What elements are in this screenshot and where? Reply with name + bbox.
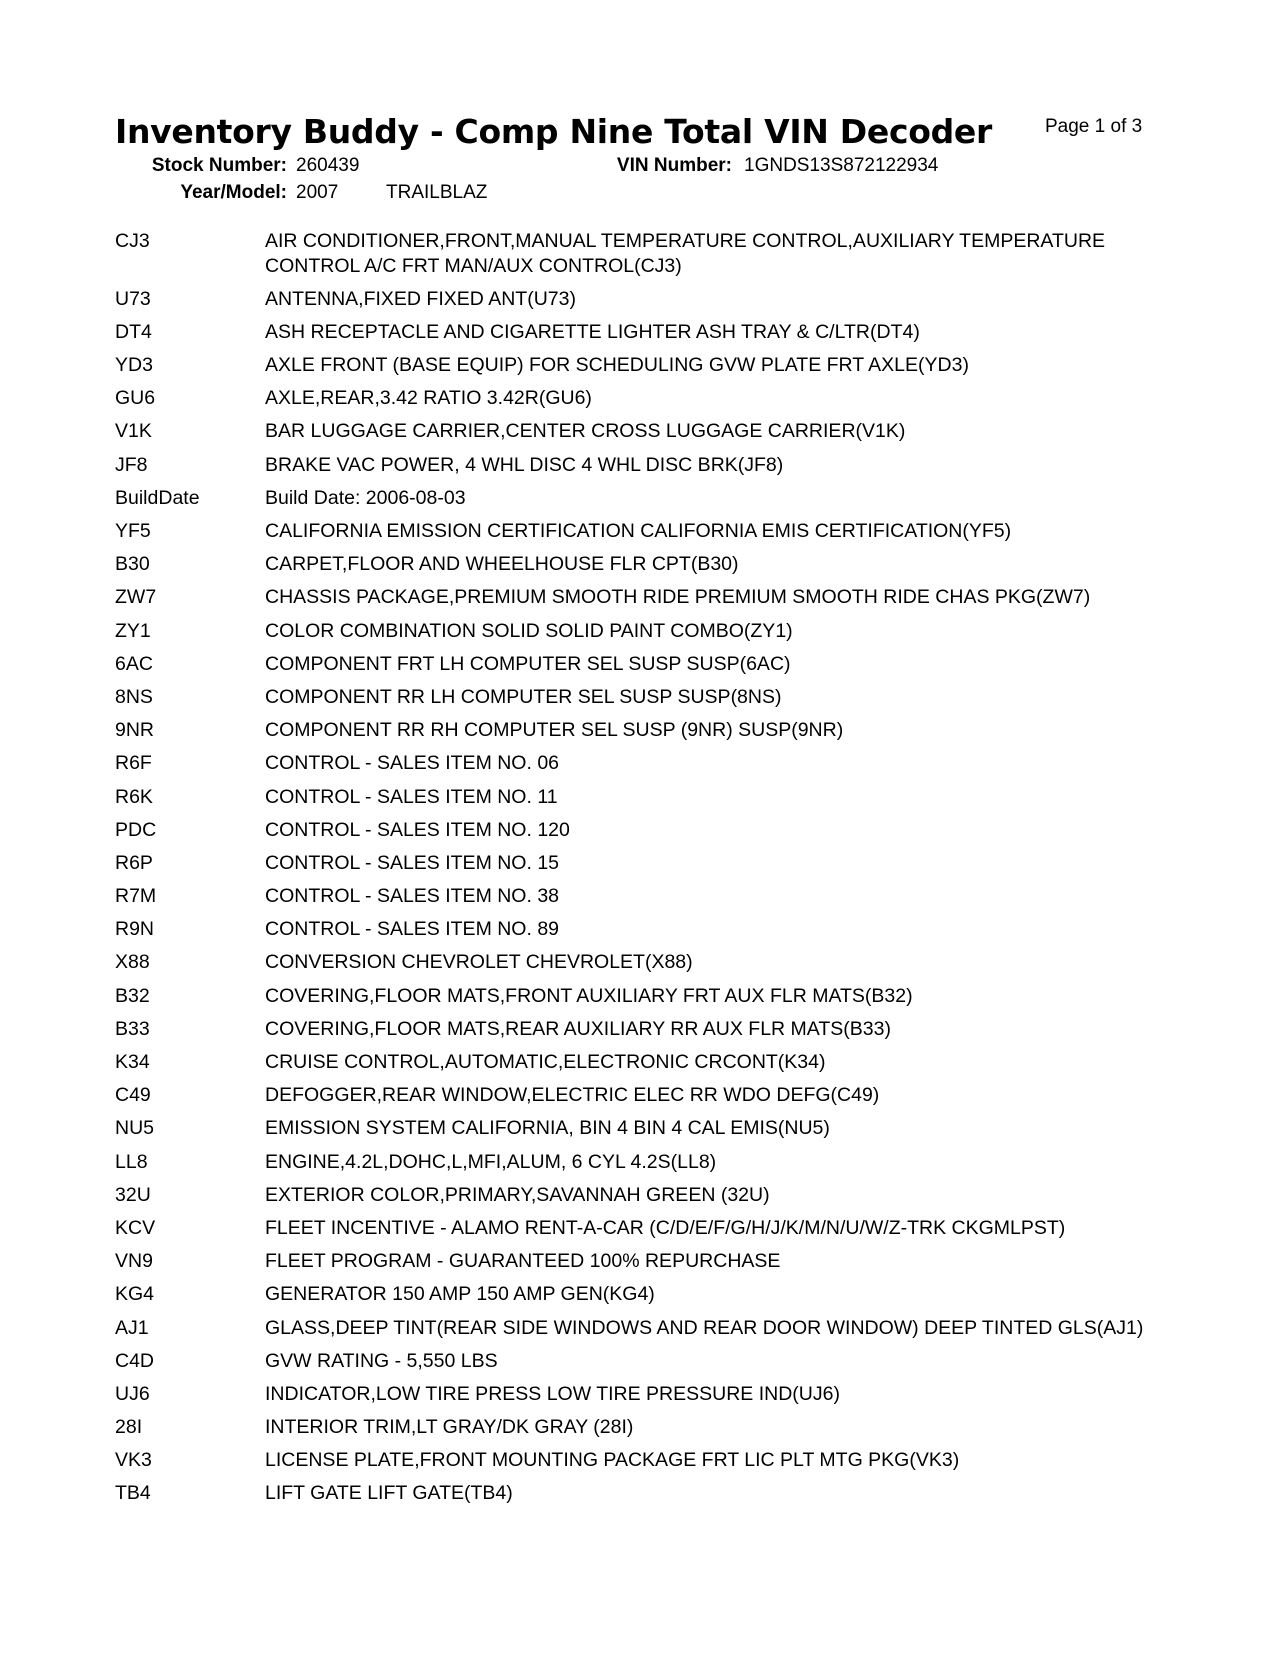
option-description: COVERING,FLOOR MATS,REAR AUXILIARY RR AUX FLR MATS(B33) (265, 1017, 891, 1040)
option-description: CHASSIS PACKAGE,PREMIUM SMOOTH RIDE PREMIUM SMOOTH RIDE CHAS PKG(ZW7) (265, 586, 1091, 609)
option-description: GVW RATING - 5,550 LBS (265, 1349, 498, 1372)
option-description: COVERING,FLOOR MATS,FRONT AUXILIARY FRT AUX FLR MATS(B32) (265, 984, 913, 1007)
option-description: COLOR COMBINATION SOLID SOLID PAINT COMBO(ZY1) (265, 619, 793, 642)
option-row (115, 419, 1175, 444)
option-row (115, 950, 1175, 975)
option-code: YD3 (115, 354, 153, 377)
vin-number-label: VIN Number: (616, 155, 732, 176)
option-row (115, 1481, 1175, 1506)
vin-number-value: 1GNDS13S872122934 (744, 155, 939, 176)
option-description: CONTROL - SALES ITEM NO. 06 (265, 752, 560, 775)
option-code: VK3 (115, 1449, 152, 1472)
option-code: B32 (115, 984, 150, 1007)
option-description: FLEET PROGRAM - GUARANTEED 100% REPURCHASE (265, 1250, 781, 1273)
option-code: VN9 (115, 1250, 153, 1273)
stock-number-label: Stock Number: (151, 155, 287, 176)
option-description: FLEET INCENTIVE - ALAMO RENT-A-CAR (C/D/E/F/G/H/J/K/M/N/U/W/Z-TRK CKGMLPST) (265, 1216, 1066, 1239)
option-code: PDC (115, 818, 157, 841)
option-row (115, 785, 1175, 810)
year-model-label: Year/Model: (180, 182, 287, 203)
option-code: CJ3 (115, 230, 150, 252)
option-description: Build Date: 2006-08-03 (265, 486, 466, 509)
stock-number-value: 260439 (296, 155, 360, 176)
option-row (115, 1349, 1175, 1374)
option-row (115, 1183, 1175, 1208)
option-description: INTERIOR TRIM,LT GRAY/DK GRAY (28I) (265, 1416, 634, 1439)
option-code: ZW7 (115, 586, 157, 609)
option-code: R6F (115, 752, 152, 775)
option-code: ZY1 (115, 619, 151, 642)
option-description: CONTROL - SALES ITEM NO. 89 (265, 918, 560, 941)
option-code: 6AC (115, 652, 153, 675)
option-row (115, 619, 1175, 644)
option-code: R7M (115, 885, 157, 908)
option-description: AIR CONDITIONER,FRONT,MANUAL TEMPERATURE CONTROL,AUXILIARY TEMPERATURE CONTROL A/C FRT MAN/AUX CONTROL(CJ3) (265, 230, 1106, 277)
option-code: GU6 (115, 387, 156, 410)
option-description: ENGINE,4.2L,DOHC,L,MFI,ALUM, 6 CYL 4.2S(LL8) (265, 1150, 717, 1173)
option-row (115, 1017, 1175, 1042)
option-row (115, 1316, 1175, 1341)
option-code: 9NR (115, 719, 155, 742)
option-description: LICENSE PLATE,FRONT MOUNTING PACKAGE FRT LIC PLT MTG PKG(VK3) (265, 1449, 960, 1472)
option-code: TB4 (115, 1482, 151, 1505)
option-code: B30 (115, 553, 150, 576)
option-description: COMPONENT RR LH COMPUTER SEL SUSP SUSP(8NS) (265, 685, 782, 708)
option-row (115, 320, 1175, 345)
option-row (115, 1415, 1175, 1440)
option-code: R6P (115, 851, 153, 874)
option-code: UJ6 (115, 1382, 150, 1405)
option-code: U73 (115, 287, 151, 310)
option-code: 32U (115, 1183, 151, 1206)
option-description: CONVERSION CHEVROLET CHEVROLET(X88) (265, 951, 693, 974)
option-row (115, 685, 1175, 710)
option-description: CONTROL - SALES ITEM NO. 38 (265, 885, 560, 908)
option-description: BAR LUGGAGE CARRIER,CENTER CROSS LUGGAGE CARRIER(V1K) (265, 420, 906, 443)
option-description: EMISSION SYSTEM CALIFORNIA, BIN 4 BIN 4 CAL EMIS(NU5) (265, 1117, 830, 1140)
option-row (115, 984, 1175, 1009)
option-description: INDICATOR,LOW TIRE PRESS LOW TIRE PRESSURE IND(UJ6) (265, 1382, 840, 1405)
document-title: Inventory Buddy - Comp Nine Total VIN Decoder (115, 112, 992, 151)
option-row (115, 652, 1175, 677)
option-description: CALIFORNIA EMISSION CERTIFICATION CALIFORNIA EMIS CERTIFICATION(YF5) (265, 520, 1012, 542)
option-row (115, 718, 1175, 743)
option-row (115, 1050, 1175, 1075)
model-year-value: 2007 (296, 182, 339, 203)
option-code: JF8 (115, 453, 148, 476)
option-row (115, 1216, 1175, 1241)
option-code: R6K (115, 785, 153, 808)
option-description: COMPONENT FRT LH COMPUTER SEL SUSP SUSP(6AC) (265, 652, 791, 675)
option-code: LL8 (115, 1150, 148, 1173)
option-row (115, 1382, 1175, 1407)
option-row (115, 884, 1175, 909)
option-description: ASH RECEPTACLE AND CIGARETTE LIGHTER ASH TRAY & C/LTR(DT4) (265, 320, 920, 343)
option-row (115, 1249, 1175, 1274)
option-description: CONTROL - SALES ITEM NO. 120 (265, 818, 570, 841)
option-code: 28I (115, 1416, 143, 1439)
option-row (115, 386, 1175, 411)
option-code: V1K (115, 420, 152, 443)
option-code: BuildDate (115, 486, 200, 509)
option-row (115, 585, 1175, 610)
option-row (115, 751, 1175, 776)
option-description: CARPET,FLOOR AND WHEELHOUSE FLR CPT(B30) (265, 553, 739, 576)
option-row (115, 1083, 1175, 1108)
option-code: DT4 (115, 320, 152, 343)
option-code: B33 (115, 1017, 150, 1040)
option-code: KCV (115, 1216, 156, 1239)
option-row (115, 453, 1175, 478)
option-description: AXLE FRONT (BASE EQUIP) FOR SCHEDULING GVW PLATE FRT AXLE(YD3) (265, 354, 969, 377)
option-row (115, 229, 1175, 278)
option-code: 8NS (115, 685, 153, 708)
option-row (115, 1150, 1175, 1175)
page-number: Page 1 of 3 (1045, 116, 1143, 137)
option-row (115, 917, 1175, 942)
option-code: K34 (115, 1051, 150, 1073)
option-row (115, 851, 1175, 876)
option-code: YF5 (115, 520, 151, 542)
option-description: AXLE,REAR,3.42 RATIO 3.42R(GU6) (265, 387, 592, 410)
option-description: CONTROL - SALES ITEM NO. 11 (265, 785, 558, 808)
option-description: COMPONENT RR RH COMPUTER SEL SUSP (9NR) SUSP(9NR) (265, 719, 844, 742)
option-description: ANTENNA,FIXED FIXED ANT(U73) (265, 287, 576, 310)
option-row (115, 1448, 1175, 1473)
option-description: EXTERIOR COLOR,PRIMARY,SAVANNAH GREEN (32U) (265, 1183, 770, 1206)
option-description: GLASS,DEEP TINT(REAR SIDE WINDOWS AND REAR DOOR WINDOW) DEEP TINTED GLS(AJ1) (265, 1316, 1144, 1339)
option-code: C49 (115, 1084, 151, 1107)
option-code: C4D (115, 1349, 155, 1372)
option-code-list (115, 229, 1175, 1515)
option-code: KG4 (115, 1283, 155, 1306)
option-description: GENERATOR 150 AMP 150 AMP GEN(KG4) (265, 1283, 655, 1306)
option-row (115, 519, 1175, 544)
option-row (115, 1282, 1175, 1307)
option-code: NU5 (115, 1117, 155, 1140)
option-row (115, 287, 1175, 312)
option-row (115, 353, 1175, 378)
option-description: CRUISE CONTROL,AUTOMATIC,ELECTRONIC CRCONT(K34) (265, 1051, 826, 1073)
option-row (115, 1116, 1175, 1141)
option-code: X88 (115, 951, 150, 974)
option-row (115, 486, 1175, 511)
option-description: CONTROL - SALES ITEM NO. 15 (265, 851, 560, 874)
option-description: BRAKE VAC POWER, 4 WHL DISC 4 WHL DISC BRK(JF8) (265, 453, 784, 476)
option-description: DEFOGGER,REAR WINDOW,ELECTRIC ELEC RR WDO DEFG(C49) (265, 1084, 880, 1107)
option-code: AJ1 (115, 1316, 149, 1339)
option-row (115, 552, 1175, 577)
option-code: R9N (115, 918, 155, 941)
option-row (115, 818, 1175, 843)
option-description: LIFT GATE LIFT GATE(TB4) (265, 1482, 513, 1505)
model-name-value: TRAILBLAZ (386, 182, 488, 203)
